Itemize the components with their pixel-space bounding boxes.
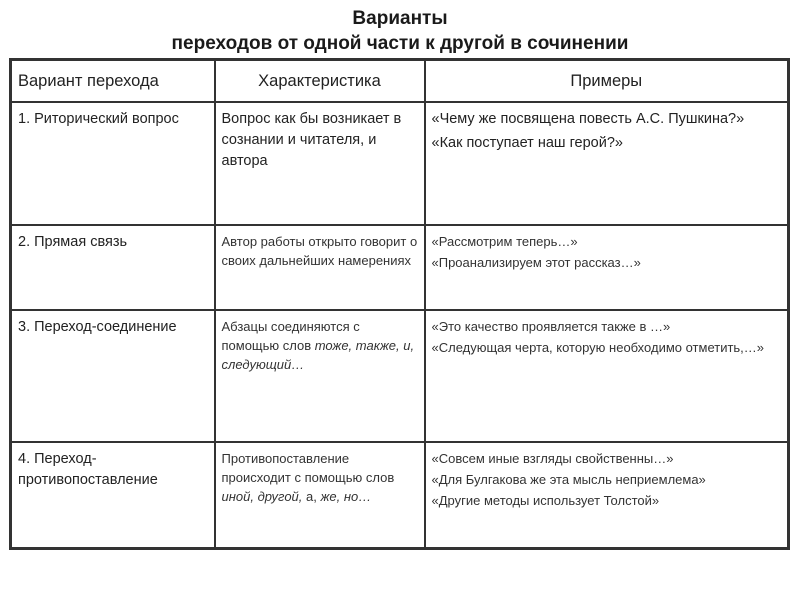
variant-cell: 3. Переход-соединение (11, 310, 215, 442)
example-text: «Как поступает наш герой?» (431, 135, 623, 151)
header-characteristic: Характеристика (215, 60, 425, 103)
characteristic-text: Автор работы открыто говорит о своих дальнейших намерениях (221, 234, 418, 268)
header-examples: Примеры (425, 60, 789, 103)
header-variant: Вариант перехода (11, 60, 215, 103)
table-row (11, 442, 789, 548)
examples-cell (425, 442, 789, 548)
characteristic-text: тоже, также, и, следующий… (221, 338, 415, 372)
characteristic-cell (215, 225, 425, 310)
characteristic-text: Вопрос как бы возникает в сознании и читателя, и автора (221, 111, 402, 169)
table-row (11, 102, 789, 225)
examples-cell (425, 225, 789, 310)
example-text: «Проанализируем этот рассказ…» (431, 255, 641, 270)
example-text: «Рассмотрим теперь…» (431, 234, 578, 249)
characteristic-text: иной, другой, (221, 489, 303, 504)
example-text: «Другие методы использует Толстой» (431, 493, 660, 508)
examples-cell (425, 102, 789, 225)
characteristic-cell (215, 442, 425, 548)
characteristic-text: же, но… (320, 489, 372, 504)
example-text: «Совсем иные взгляды свойственны…» (431, 451, 674, 466)
example-text: «Следующая черта, которую необходимо отметить,…» (431, 340, 765, 355)
example-text: «Это качество проявляется также в …» (431, 319, 671, 334)
table-row (11, 310, 789, 442)
variant-cell: 2. Прямая связь (11, 225, 215, 310)
table-header-row (11, 60, 789, 103)
characteristic-cell (215, 310, 425, 442)
example-text: «Чему же посвящена повесть А.С. Пушкина?» (431, 111, 745, 127)
characteristic-text: Абзацы соединяются с помощью слов (221, 319, 360, 353)
characteristic-cell (215, 102, 425, 225)
characteristic-text: Противопоставление происходит с помощью слов (221, 451, 395, 485)
variant-cell: 1. Риторический вопрос (11, 102, 215, 225)
variant-cell: 4. Переход-противопоставление (11, 442, 215, 548)
table-row (11, 225, 789, 310)
title-line-2: переходов от одной части к другой в сочинении (171, 33, 629, 54)
example-text: «Для Булгакова же эта мысль неприемлема» (431, 472, 706, 487)
slide-title (0, 6, 800, 56)
characteristic-text: а, (302, 489, 321, 504)
examples-cell (425, 310, 789, 442)
title-line-1: Варианты (352, 8, 448, 29)
transitions-table (9, 58, 790, 550)
